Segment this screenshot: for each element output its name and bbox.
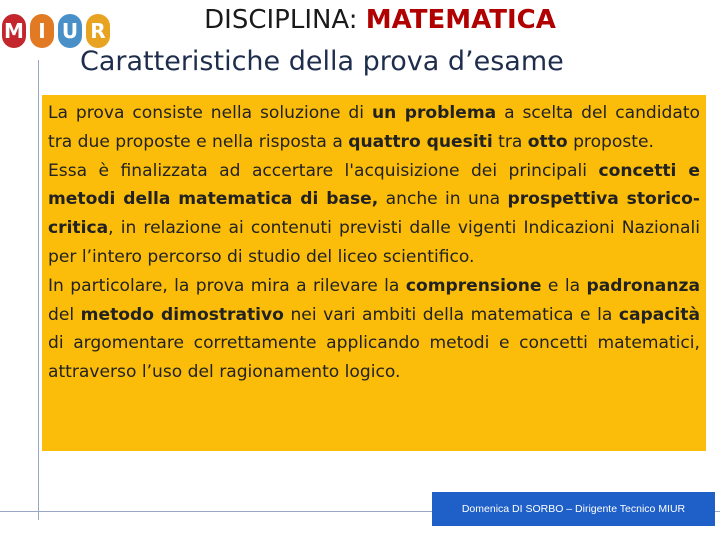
text-run: a scelta del candidato tra due proposte e nella risposta a — [48, 103, 700, 152]
bold-text: comprensione — [405, 275, 542, 296]
text-run: proposte. — [567, 131, 654, 152]
slide-subtitle: Caratteristiche della prova d’esame — [80, 46, 564, 77]
paragraph-1 — [48, 99, 700, 157]
bold-text: capacità — [618, 304, 700, 325]
text-run: Essa è finalizzata ad accertare l'acquisizione dei principali — [48, 160, 599, 181]
content-box — [42, 95, 706, 451]
text-run: La prova consiste nella soluzione di — [48, 103, 372, 123]
text-run: anche in una — [378, 189, 508, 210]
decorative-vertical-line — [38, 60, 39, 520]
bold-text: otto — [527, 131, 568, 152]
logo-letter: M — [2, 14, 26, 48]
bold-text: metodo dimostrativo — [80, 304, 284, 325]
text-run: del — [48, 304, 81, 325]
text-run: e la — [541, 275, 587, 296]
bold-text: prospettiva storico-critica — [48, 189, 700, 239]
bold-text: padronanza — [586, 275, 700, 296]
logo-letter: R — [86, 14, 110, 48]
bold-text: un problema — [371, 103, 497, 123]
text-run: tra — [492, 131, 528, 152]
paragraph-3 — [48, 272, 700, 387]
title-subject: MATEMATICA — [365, 5, 556, 35]
miur-logo — [2, 14, 114, 48]
title-prefix: DISCIPLINA: — [204, 5, 366, 35]
text-run: , in relazione ai contenuti previsti dalle vigenti Indicazioni Nazionali per l’intero percorso di studio del liceo scientifico. — [48, 218, 700, 267]
text-run: In particolare, la prova mira a rilevare la — [48, 275, 406, 296]
logo-letter: U — [58, 14, 82, 48]
bold-text: quattro quesiti — [348, 131, 493, 152]
bold-text: concetti e metodi della matematica di base, — [48, 160, 700, 210]
paragraph-2 — [48, 157, 700, 272]
logo-letter: I — [30, 14, 54, 48]
slide-title — [100, 4, 660, 36]
text-run: nei vari ambiti della matematica e la — [283, 304, 619, 325]
text-run: di argomentare correttamente applicando metodi e concetti matematici, attraverso l’uso del ragionamento logico. — [48, 333, 700, 383]
footer-credit: Domenica DI SORBO – Dirigente Tecnico MIUR — [432, 492, 715, 526]
